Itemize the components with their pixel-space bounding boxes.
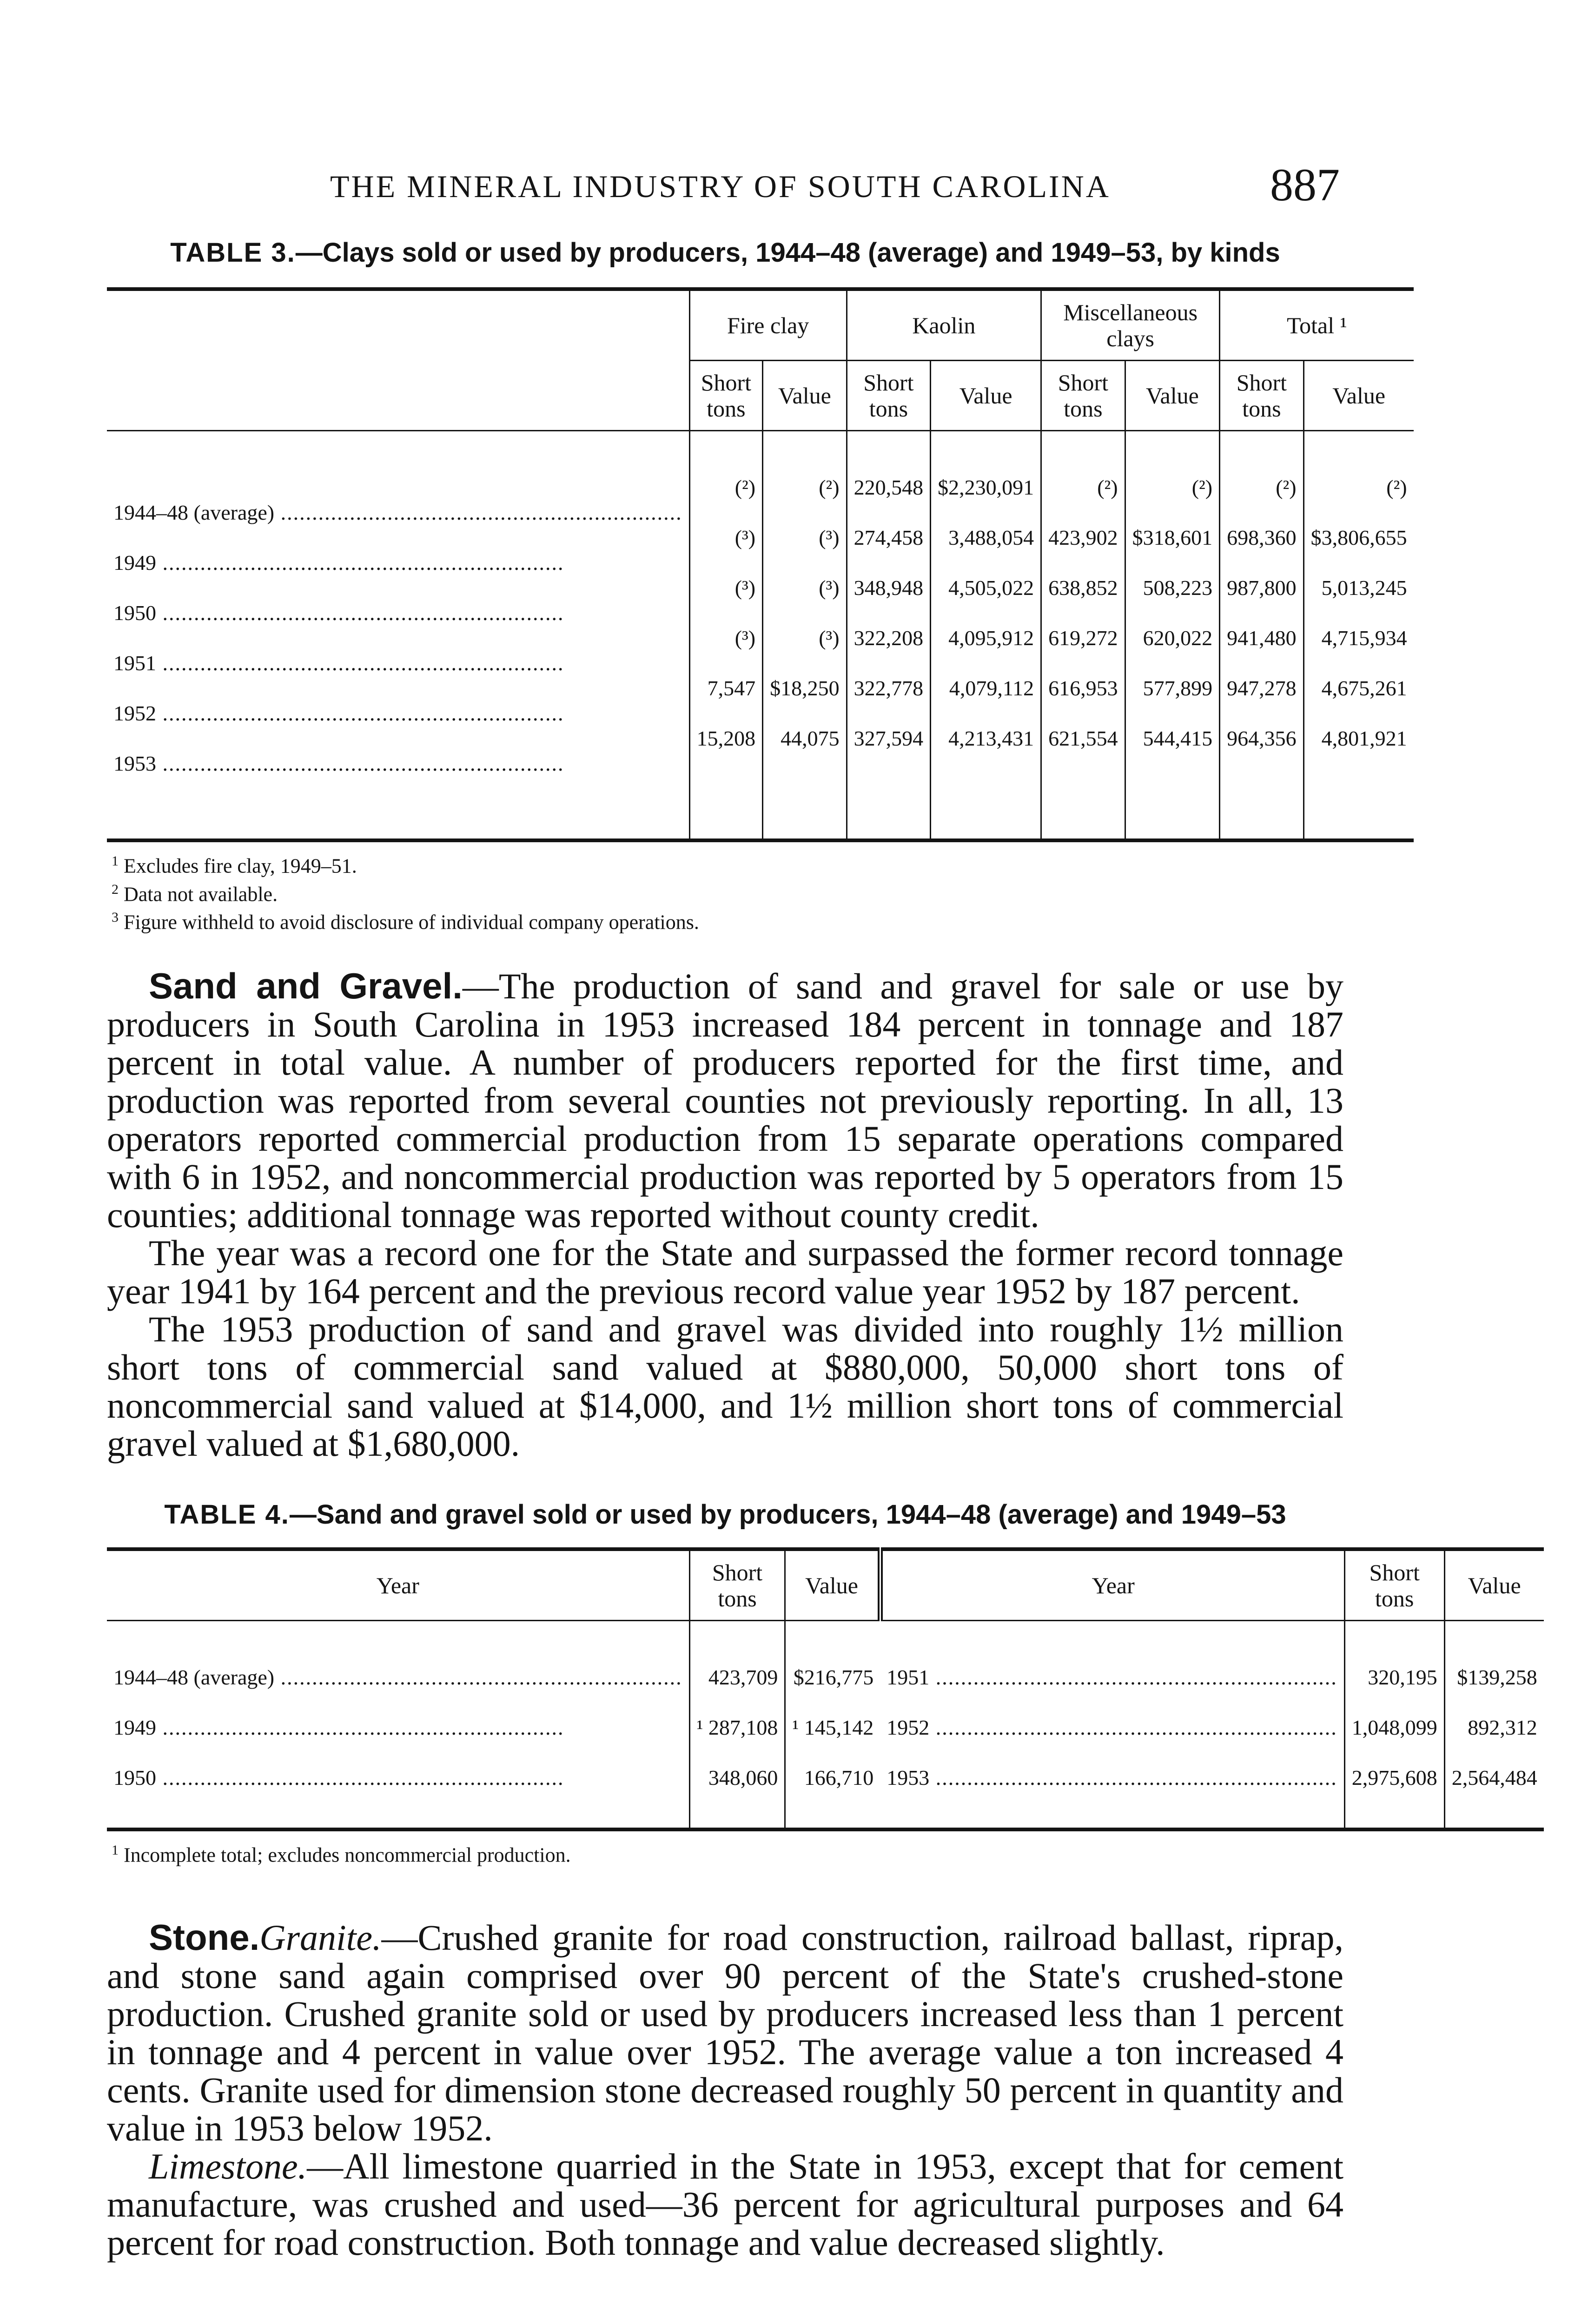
clays-subheader: Short tons xyxy=(847,361,931,431)
table-cell: 4,213,431 xyxy=(948,726,1034,750)
table-cell: 1950 ..... xyxy=(113,1765,682,1790)
table-cell: $216,775 xyxy=(793,1665,874,1689)
table-cell: 941,480 xyxy=(1227,626,1297,650)
table-cell: 4,801,921 xyxy=(1321,726,1407,750)
right-tons-column xyxy=(1344,1620,1444,1829)
running-title: THE MINERAL INDUSTRY OF SOUTH CAROLINA xyxy=(330,169,1111,204)
table3-footnotes xyxy=(107,850,1343,934)
sand-gravel-table xyxy=(107,1547,1544,1831)
clays-stub-header xyxy=(107,289,689,431)
kaolin-value-column xyxy=(931,431,1041,841)
table-cell: 322,778 xyxy=(854,676,924,700)
table3-label: TABLE 3. xyxy=(170,238,296,268)
table-cell: 1944–48 (average) ..... xyxy=(113,1665,682,1690)
col-header: Year xyxy=(107,1549,689,1621)
clays-subheader: Short tons xyxy=(1220,361,1304,431)
table-cell: 322,208 xyxy=(854,626,924,650)
paragraph: The year was a record one for the State and surpassed the former record tonnage year 1941 by 164 percent and the previous record value year 1952 by 187 percent. xyxy=(107,1232,1343,1311)
table-cell: 348,948 xyxy=(854,576,924,600)
subsection-heading: Granite. xyxy=(259,1917,382,1958)
table-cell: 577,899 xyxy=(1143,676,1213,700)
table-cell: 348,060 xyxy=(708,1765,778,1789)
table-cell: (²) xyxy=(1386,475,1407,499)
table-cell: 3,488,054 xyxy=(948,526,1034,549)
clays-subheader: Value xyxy=(1303,361,1414,431)
table-cell: $318,601 xyxy=(1132,526,1213,549)
table-cell: $3,806,655 xyxy=(1310,526,1407,549)
left-tons-column xyxy=(689,1620,785,1829)
right-year-column xyxy=(880,1620,1344,1829)
table-cell: 620,022 xyxy=(1143,626,1213,650)
table-cell: 4,095,912 xyxy=(948,626,1034,650)
table4-label: TABLE 4. xyxy=(164,1499,290,1530)
table-cell: 15,208 xyxy=(696,726,756,750)
table-cell: (³) xyxy=(734,526,756,549)
clays-subheader: Short tons xyxy=(689,361,763,431)
clays-subheader: Value xyxy=(763,361,847,431)
clays-group-misc: Miscellaneous clays xyxy=(1041,289,1220,361)
misc-clays-tons-column xyxy=(1041,431,1125,841)
table-cell: (²) xyxy=(1097,475,1118,499)
paragraph: The 1953 production of sand and gravel was divided into roughly 1½ million short tons of commercial sand valued at $880,000, 50,000 short tons of noncommercial sand valued at $14,000, and 1½ million short tons of commercial gravel valued at $1,680,000. xyxy=(107,1308,1343,1464)
page xyxy=(107,158,1537,2263)
table-cell: 1951 ..... xyxy=(113,651,682,676)
table-cell: (³) xyxy=(819,626,840,650)
right-value-column xyxy=(1444,1620,1544,1829)
col-header: Year xyxy=(880,1549,1344,1621)
total-tons-column xyxy=(1220,431,1304,841)
total-value-column xyxy=(1303,431,1414,841)
table-cell: 616,953 xyxy=(1048,676,1118,700)
table-cell: 423,902 xyxy=(1048,526,1118,549)
table-cell: 947,278 xyxy=(1227,676,1297,700)
fire-clay-value-column xyxy=(763,431,847,841)
table-cell: $139,258 xyxy=(1457,1665,1537,1689)
paragraph: Sand and Gravel.—The production of sand and gravel for sale or use by producers in South Carolina in 1953 increased 184 percent in tonnage and 187 percent in total value. A number of producers reported for the first time, and production was reported from several counties not previously reporting. In all, 13 operators reported commercial production from 15 separate operations compared with 6 in 1952, and noncommercial production was reported by 5 operators from 15 counties; additional tonnage was reported without county credit. xyxy=(107,965,1343,1235)
table-cell: 2,564,484 xyxy=(1451,1765,1537,1789)
table-cell: 1950 ..... xyxy=(113,601,682,626)
table-cell: (³) xyxy=(819,576,840,600)
footnote: $^1$ Excludes fire clay, 1949–51. xyxy=(112,853,357,878)
clays-subheader: Value xyxy=(931,361,1041,431)
table-cell: 508,223 xyxy=(1143,576,1213,600)
footnote: $^1$ Incomplete total; excludes noncommercial production. xyxy=(112,1842,571,1867)
table-cell: 5,013,245 xyxy=(1321,576,1407,600)
running-header xyxy=(107,158,1343,209)
table-cell: (³) xyxy=(819,526,840,549)
misc-clays-value-column xyxy=(1125,431,1220,841)
clays-group-fire-clay: Fire clay xyxy=(689,289,847,361)
clays-group-kaolin: Kaolin xyxy=(847,289,1041,361)
section-heading: Stone. xyxy=(149,1916,260,1958)
kaolin-tons-column xyxy=(847,431,931,841)
clays-subheader: Value xyxy=(1125,361,1220,431)
paragraph: Limestone.—All limestone quarried in the State in 1953, except that for cement manufacture, was crushed and used—36 percent for agricultural purposes and 64 percent for road construction. Both tonnage and value decreased slightly. xyxy=(107,2146,1343,2263)
table-cell: 1953 ..... xyxy=(113,751,682,776)
table-cell: 1952 ..... xyxy=(113,701,682,726)
table3-title: —Clays sold or used by producers, 1944–48 (average) and 1949–53, by kinds xyxy=(295,238,1280,268)
table-cell: 4,079,112 xyxy=(949,676,1034,700)
table-cell: 44,075 xyxy=(781,726,840,750)
col-header: Value xyxy=(785,1549,880,1621)
table-cell: 4,715,934 xyxy=(1321,626,1407,650)
footnote: $^3$ Figure withheld to avoid disclosure of individual company operations. xyxy=(112,910,699,934)
table4-footnotes xyxy=(107,1839,1343,1867)
table-cell: (²) xyxy=(734,475,756,499)
table-cell: (²) xyxy=(819,475,840,499)
table-cell: 1951 ..... xyxy=(887,1665,1337,1690)
table-cell: 892,312 xyxy=(1468,1715,1537,1739)
paragraph: Stone.Granite.—Crushed granite for road construction, railroad ballast, riprap, and stone sand again comprised over 90 percent of the State's crushed-stone production. Crushed granite sold or used by producers increased less than 1 percent in tonnage and 4 percent in value over 1952. The average value a ton increased 4 cents. Granite used for dimension stone decreased roughly 50 percent in quantity and value in 1953 below 1952. xyxy=(107,1916,1343,2148)
table-cell: (²) xyxy=(1191,475,1213,499)
clays-group-total: Total ¹ xyxy=(1220,289,1414,361)
table-cell: 1953 ..... xyxy=(887,1765,1337,1790)
table-cell: $18,250 xyxy=(770,676,840,700)
table-cell: 1949 ..... xyxy=(113,550,682,575)
sand-gravel-data-row xyxy=(107,1620,1544,1829)
col-header: Short tons xyxy=(1344,1549,1444,1621)
table-cell: 1949 ..... xyxy=(113,1715,682,1740)
table-cell: ¹ 145,142 xyxy=(792,1715,874,1739)
table-cell: 987,800 xyxy=(1227,576,1297,600)
sand-gravel-section xyxy=(107,967,1343,1463)
table4-caption xyxy=(107,1499,1343,1531)
subsection-heading: Limestone. xyxy=(149,2146,307,2186)
table-cell: 320,195 xyxy=(1368,1665,1437,1689)
table-cell: 621,554 xyxy=(1048,726,1118,750)
stone-section xyxy=(107,1918,1343,2262)
section-heading: Sand and Gravel. xyxy=(149,965,463,1006)
clays-subheader: Short tons xyxy=(1041,361,1125,431)
table-cell: 544,415 xyxy=(1143,726,1213,750)
table-cell: 1,048,099 xyxy=(1351,1715,1437,1739)
table-cell: ¹ 287,108 xyxy=(696,1715,778,1739)
table-cell: 698,360 xyxy=(1227,526,1297,549)
table-cell: 619,272 xyxy=(1048,626,1118,650)
table-cell: 2,975,608 xyxy=(1351,1765,1437,1789)
table-cell: (³) xyxy=(734,576,756,600)
table-cell: 964,356 xyxy=(1227,726,1297,750)
col-header: Value xyxy=(1444,1549,1544,1621)
clays-year-column xyxy=(107,431,689,841)
left-value-column xyxy=(785,1620,880,1829)
table-cell: 638,852 xyxy=(1048,576,1118,600)
table-cell: $2,230,091 xyxy=(938,475,1034,499)
table4-title: —Sand and gravel sold or used by producers, 1944–48 (average) and 1949–53 xyxy=(289,1499,1286,1530)
fire-clay-tons-column xyxy=(689,431,763,841)
table-cell: (²) xyxy=(1276,475,1297,499)
table-cell: 1952 ..... xyxy=(887,1715,1337,1740)
col-header: Short tons xyxy=(689,1549,785,1621)
clays-table xyxy=(107,287,1414,842)
table-cell: 327,594 xyxy=(854,726,924,750)
table-cell: 4,675,261 xyxy=(1321,676,1407,700)
table-cell: 7,547 xyxy=(707,676,756,700)
table-cell: 423,709 xyxy=(708,1665,778,1689)
table-cell: (³) xyxy=(734,626,756,650)
table-cell: 274,458 xyxy=(854,526,924,549)
table3-caption xyxy=(107,237,1343,269)
table-cell: 4,505,022 xyxy=(948,576,1034,600)
table-cell: 166,710 xyxy=(804,1765,874,1789)
footnote: $^2$ Data not available. xyxy=(112,881,278,906)
page-number: 887 xyxy=(1270,159,1340,211)
table-cell: 1944–48 (average) ..... xyxy=(113,500,682,525)
table-cell: 220,548 xyxy=(854,475,924,499)
left-year-column xyxy=(107,1620,689,1829)
clays-data-row xyxy=(107,431,1414,841)
